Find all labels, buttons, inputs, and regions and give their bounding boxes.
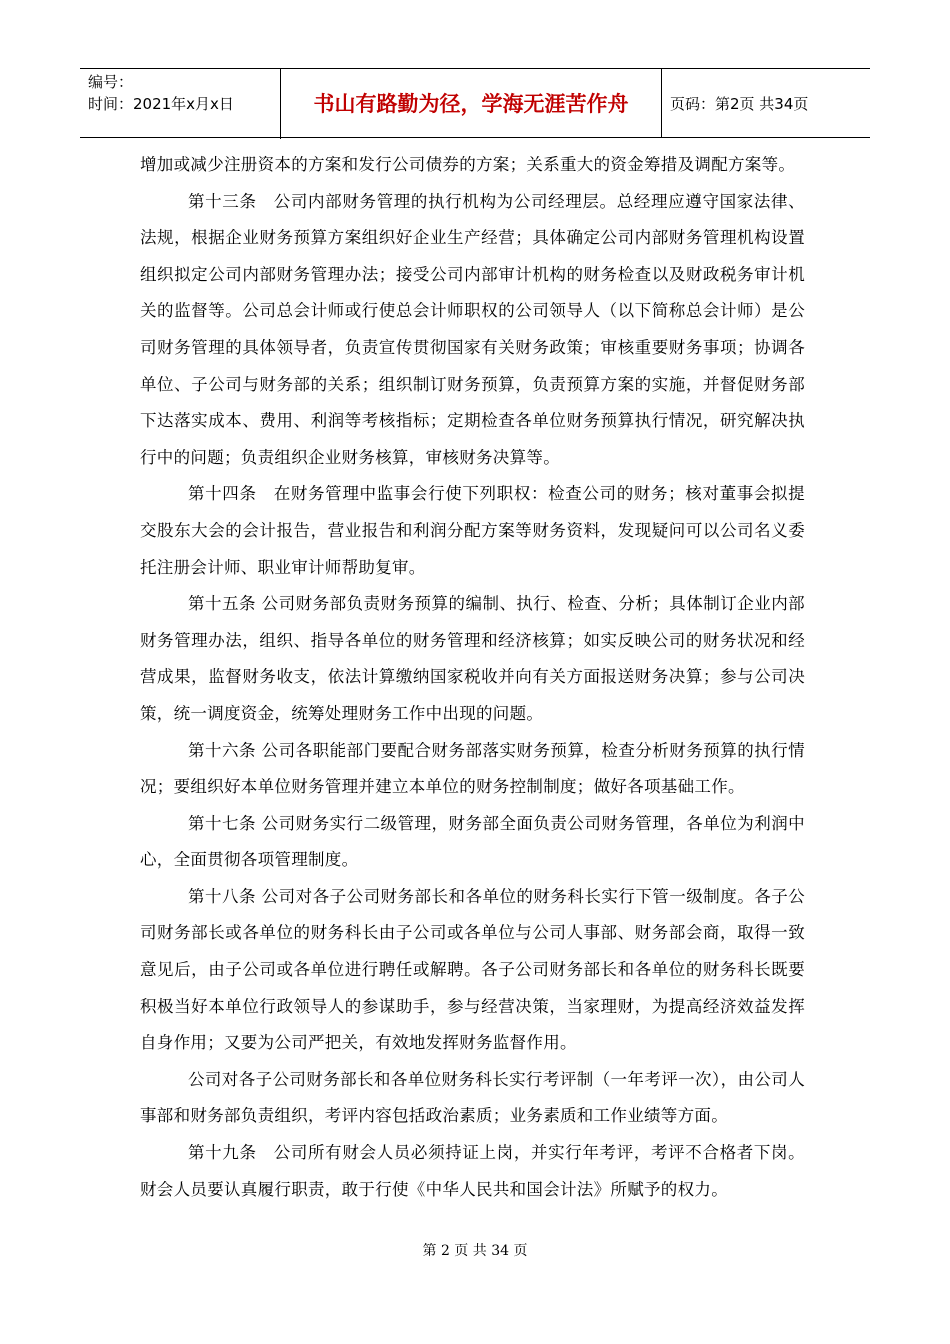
paragraph-article-17: 第十七条 公司财务实行二级管理，财务部全面负责公司财务管理，各单位为利润中心，全面贯彻各项管理制度。	[140, 813, 805, 870]
document-number: 编号：	[88, 73, 134, 91]
paragraph-article-19: 第十九条 公司所有财会人员必须持证上岗，并实行年考评，考评不合格者下岗。财会人员要认真履行职责，敢于行使《中华人民共和国会计法》所赋予的权力。	[140, 1143, 805, 1199]
paragraph: 增加或减少注册资本的方案和发行公司债券的方案；关系重大的资金筹措及调配方案等。	[140, 155, 796, 174]
header-page-info: 页码：第2页 共34页	[670, 94, 809, 113]
paragraph-evaluation: 公司对各子公司财务部长和各单位财务科长实行考评制（一年考评一次），由公司人事部和财务部负责组织，考评内容包括政治素质；业务素质和工作业绩等方面。	[140, 1069, 805, 1126]
header-meta	[80, 69, 281, 139]
paragraph-article-14: 第十四条 在财务管理中监事会行使下列职权：检查公司的财务；核对董事会拟提交股东大会的会计报告，营业报告和利润分配方案等财务资料，发现疑问可以公司名义委托注册会计师、职业审计师帮助复审。	[140, 484, 805, 577]
paragraph-article-16: 第十六条 公司各职能部门要配合财务部落实财务预算，检查分析财务预算的执行情况；要组织好本单位财务管理并建立本单位的财务控制制度；做好各项基础工作。	[140, 740, 805, 797]
document-body	[140, 147, 805, 1208]
paragraph-article-13: 第十三条 公司内部财务管理的执行机构为公司经理层。总经理应遵守国家法律、法规，根据企业财务预算方案组织好企业生产经营；具体确定公司内部财务管理机构设置组织拟定公司内部财务管理办法；接受公司内部审计机构的财务检查以及财政税务审计机关的监督等。公司总会计师或行使总会计师职权的公司领导人（以下简称总会计师）是公司财务管理的具体领导者，负责宣传贯彻国家有关财务政策；审核重要财务事项；协调各单位、子公司与财务部的关系；组织制订财务预算，负责预算方案的实施，并督促财务部下达落实成本、费用、利润等考核指标；定期检查各单位财务预算执行情况，研究解决执行中的问题；负责组织企业财务核算，审核财务决算等。	[140, 191, 805, 467]
header-motto: 书山有路勤为径，学海无涯苦作舟	[281, 69, 662, 137]
paragraph-article-18: 第十八条 公司对各子公司财务部长和各单位的财务科长实行下管一级制度。各子公司财务部长或各单位的财务科长由子公司或各单位与公司人事部、财务部会商，取得一致意见后，由子公司或各单位进行聘任或解聘。各子公司财务部长和各单位的财务科长既要积极当好本单位行政领导人的参谋助手，参与经营决策，当家理财，为提高经济效益发挥自身作用；又要为公司严把关，有效地发挥财务监督作用。	[140, 886, 805, 1053]
page-header	[80, 68, 870, 138]
document-time: 时间：2021年x月x日	[88, 95, 234, 113]
page-footer: 第 2 页 共 34 页	[422, 1243, 528, 1259]
paragraph-article-15: 第十五条 公司财务部负责财务预算的编制、执行、检查、分析；具体制订企业内部财务管理办法，组织、指导各单位的财务管理和经济核算；如实反映公司的财务状况和经营成果，监督财务收支，依法计算缴纳国家税收并向有关方面报送财务决算；参与公司决策，统一调度资金，统筹处理财务工作中出现的问题。	[140, 594, 805, 723]
